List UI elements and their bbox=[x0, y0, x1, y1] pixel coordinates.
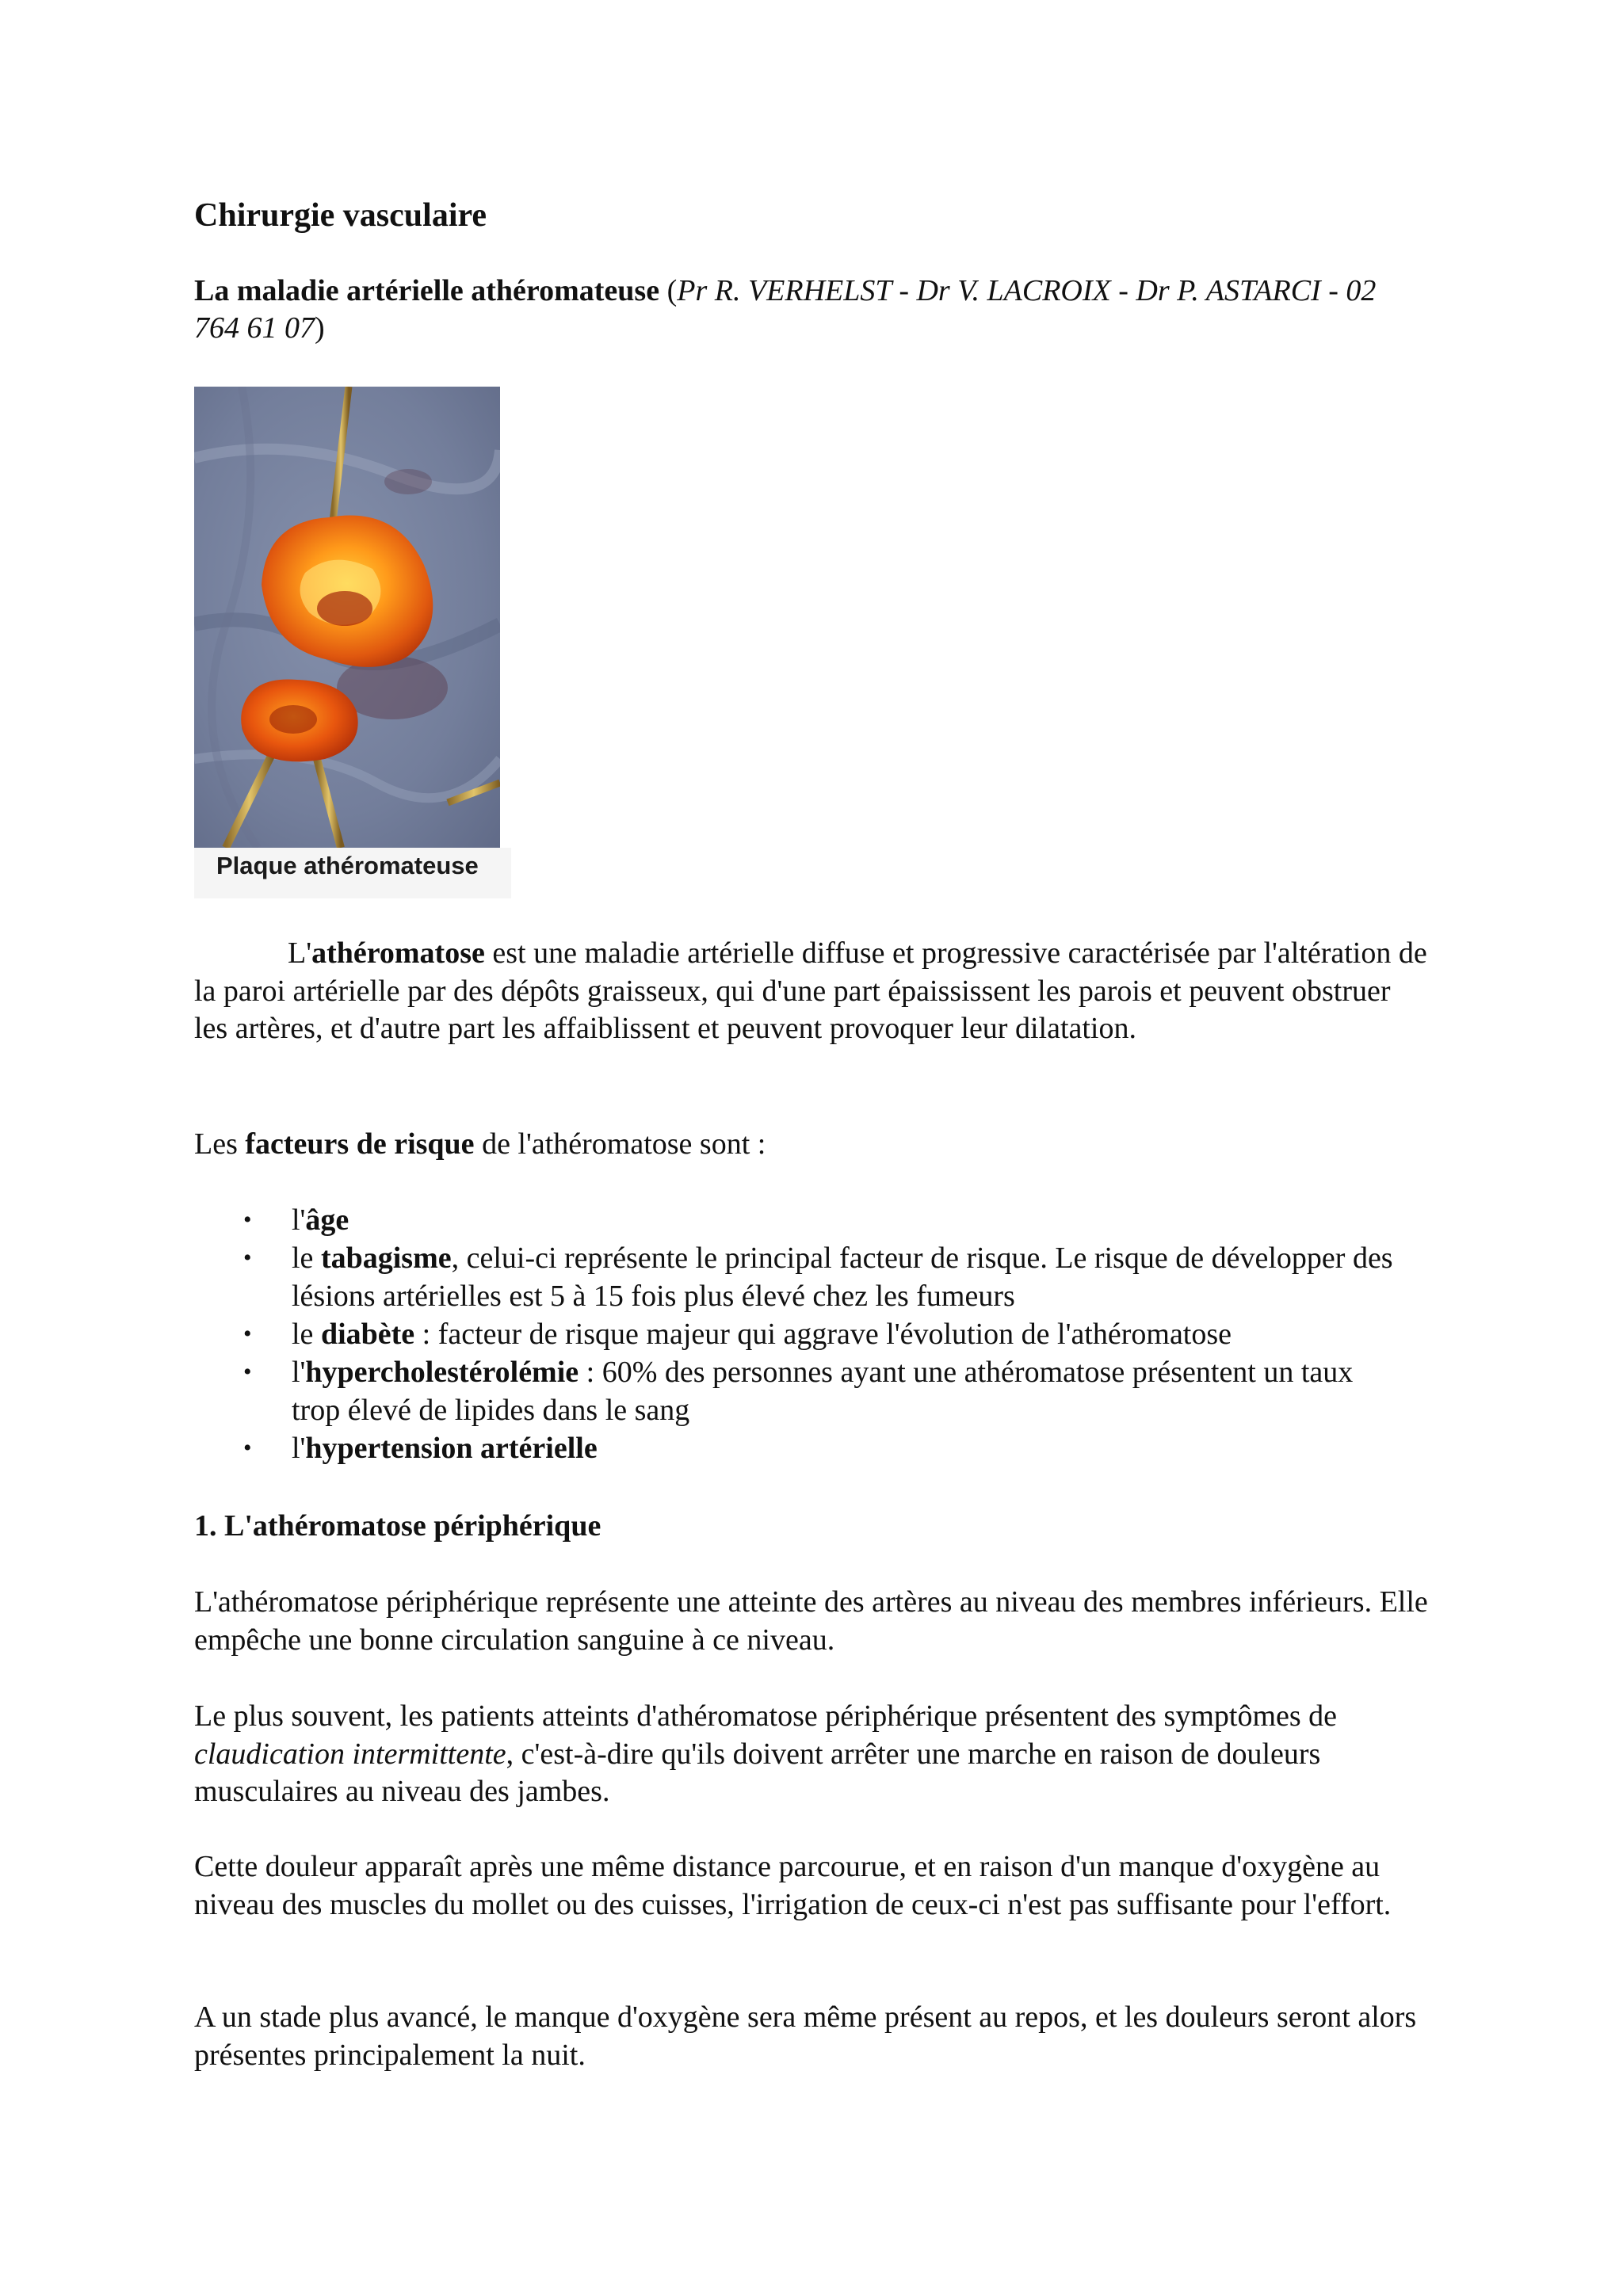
p2-after: , c'est-à-dire qu'ils doivent arrêter une marche en raison de douleurs musculaires au niveau des jambes. bbox=[194, 1737, 1321, 1808]
list-item bbox=[194, 1429, 1401, 1467]
risk-term: tabagisme bbox=[320, 1241, 452, 1275]
risk-term: diabète bbox=[320, 1318, 415, 1351]
section-paragraph-2 bbox=[194, 1698, 1430, 1811]
bullet-icon: • bbox=[243, 1245, 252, 1271]
bullet-icon: • bbox=[243, 1207, 252, 1233]
intro-prefix: L' bbox=[288, 936, 312, 970]
risk-intro-prefix: Les bbox=[194, 1127, 246, 1161]
risk-prefix: l' bbox=[292, 1432, 306, 1465]
risk-text: , celui-ci représente le principal facteur de risque. Le risque de développer des lésions artérielles est 5 à 15 fois plus élevé chez les fumeurs bbox=[292, 1241, 1393, 1313]
subtitle-close-paren: ) bbox=[315, 311, 325, 345]
list-item bbox=[194, 1201, 1401, 1239]
figure-caption: Plaque athéromateuse bbox=[194, 848, 511, 898]
intro-term: athéromatose bbox=[311, 936, 485, 970]
bullet-icon: • bbox=[243, 1435, 252, 1461]
risk-term: âge bbox=[305, 1203, 349, 1237]
list-item bbox=[194, 1315, 1401, 1353]
section-paragraph-3: Cette douleur apparaît après une même distance parcourue, et en raison d'un manque d'oxygène au niveau des muscles du mollet ou des cuisses, l'irrigation de ceux-ci n'est pas suffisante pour l'effort. bbox=[194, 1850, 1392, 1921]
risk-prefix: l' bbox=[292, 1356, 306, 1389]
figure bbox=[194, 387, 511, 900]
atheromatous-plaque-photo bbox=[194, 387, 500, 848]
risk-term: hypercholestérolémie bbox=[305, 1356, 579, 1389]
subtitle-open-paren: ( bbox=[659, 274, 678, 307]
subtitle-bold: La maladie artérielle athéromateuse bbox=[194, 274, 660, 307]
bullet-icon: • bbox=[243, 1321, 252, 1347]
risk-prefix: l' bbox=[292, 1203, 306, 1237]
p2-term: claudication intermittente bbox=[194, 1737, 506, 1771]
bullet-icon: • bbox=[243, 1359, 252, 1385]
subtitle-authors: Pr R. VERHELST - Dr V. LACROIX - Dr P. ASTARCI - 02 764 61 07 bbox=[194, 274, 1377, 345]
risk-intro-text: de l'athéromatose sont : bbox=[474, 1127, 766, 1161]
list-item bbox=[194, 1353, 1401, 1429]
intro-text: est une maladie artérielle diffuse et progressive caractérisée par l'altération de la paroi artérielle par des dépôts graisseux, qui d'une part épaississent les parois et peuvent obstruer les artères, et d'autre part les affaiblissent et peuvent provoquer leur dilatation. bbox=[194, 936, 1427, 1045]
risk-term: hypertension artérielle bbox=[305, 1432, 598, 1465]
article-subtitle bbox=[194, 273, 1383, 347]
risk-intro-term: facteurs de risque bbox=[245, 1127, 475, 1161]
section-paragraph-1: L'athéromatose périphérique représente une atteinte des artères au niveau des membres inférieurs. Elle empêche une bonne circulation sanguine à ce niveau. bbox=[194, 1585, 1428, 1657]
risk-factors-list bbox=[194, 1201, 1430, 1467]
list-item bbox=[194, 1239, 1401, 1315]
risk-prefix: le bbox=[292, 1241, 321, 1275]
p2-before: Le plus souvent, les patients atteints d'athéromatose périphérique présentent des symptômes de bbox=[194, 1699, 1338, 1733]
risk-text: : facteur de risque majeur qui aggrave l'évolution de l'athéromatose bbox=[414, 1318, 1232, 1351]
risk-prefix: le bbox=[292, 1318, 321, 1351]
risk-text: : 60% des personnes ayant une athéromatose présentent un taux trop élevé de lipides dans le sang bbox=[292, 1356, 1354, 1427]
section-paragraph-4: A un stade plus avancé, le manque d'oxygène sera même présent au repos, et les douleurs seront alors présentes principalement la nuit. bbox=[194, 2000, 1417, 2072]
intro-paragraph bbox=[194, 935, 1430, 1048]
risk-factors-intro bbox=[194, 1126, 1430, 1164]
section-heading: 1. L'athéromatose périphérique bbox=[194, 1509, 601, 1543]
page-title: Chirurgie vasculaire bbox=[194, 197, 487, 234]
